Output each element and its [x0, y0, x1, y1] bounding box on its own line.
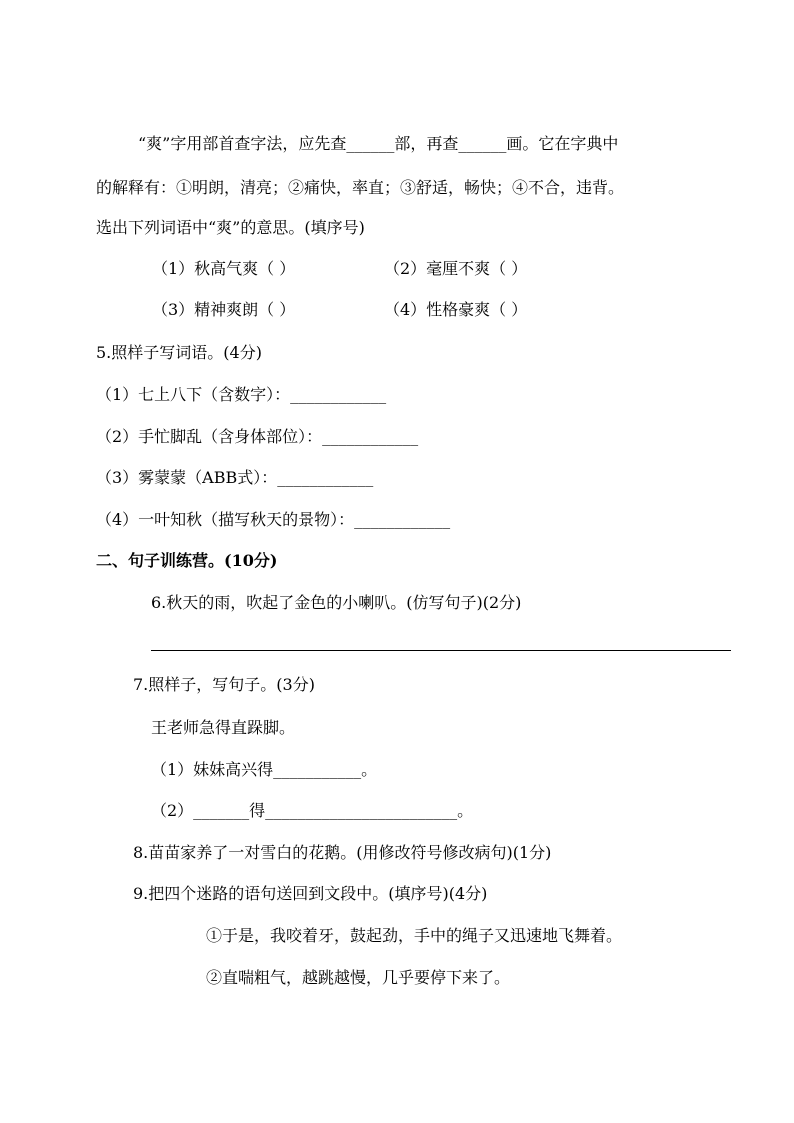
- q5-title: 5.照样子写词语。(4分): [96, 343, 262, 362]
- intro-line-1: “爽”字用部首查字法，应先查______部，再查______画。它在字典中: [138, 134, 619, 153]
- q5-item-1: （1）七上八下（含数字）：____________: [96, 385, 387, 404]
- q7-item-1: （1）妹妹高兴得___________。: [151, 760, 378, 779]
- intro-item-3: （3）精神爽朗（ ）: [152, 300, 296, 319]
- intro-item-4: （4）性格豪爽（ ）: [384, 300, 528, 319]
- q5-item-3: （3）雾蒙蒙（ABB式）：____________: [96, 468, 374, 487]
- intro-line-2: 的解释有：①明朗，清亮；②痛快，率直；③舒适，畅快；④不合，违背。: [96, 178, 625, 197]
- intro-item-1: （1）秋高气爽（ ）: [152, 259, 296, 278]
- q6-answer-line: [151, 650, 731, 651]
- section-2-heading: 二、句子训练营。(10分): [96, 551, 278, 570]
- q9-sentence-2: ②直喘粗气，越跳越慢，几乎要停下来了。: [206, 968, 511, 987]
- q6-text: 6.秋天的雨，吹起了金色的小喇叭。(仿写句子)(2分): [151, 593, 522, 612]
- q7-item-2: （2）_______得________________________。: [151, 801, 474, 820]
- intro-line-3: 选出下列词语中“爽”的意思。(填序号): [96, 218, 365, 237]
- q9-sentence-1: ①于是，我咬着牙，鼓起劲，手中的绳子又迅速地飞舞着。: [206, 926, 623, 945]
- q7-example: 王老师急得直跺脚。: [151, 718, 296, 737]
- intro-item-2: （2）毫厘不爽（ ）: [384, 259, 528, 278]
- q9-text: 9.把四个迷路的语句送回到文段中。(填序号)(4分): [133, 884, 488, 903]
- q5-item-4: （4）一叶知秋（描写秋天的景物）：____________: [96, 510, 451, 529]
- q7-title: 7.照样子，写句子。(3分): [133, 675, 315, 694]
- q8-text: 8.苗苗家养了一对雪白的花鹅。(用修改符号修改病句)(1分): [133, 843, 552, 862]
- q5-item-2: （2）手忙脚乱（含身体部位）：____________: [96, 427, 419, 446]
